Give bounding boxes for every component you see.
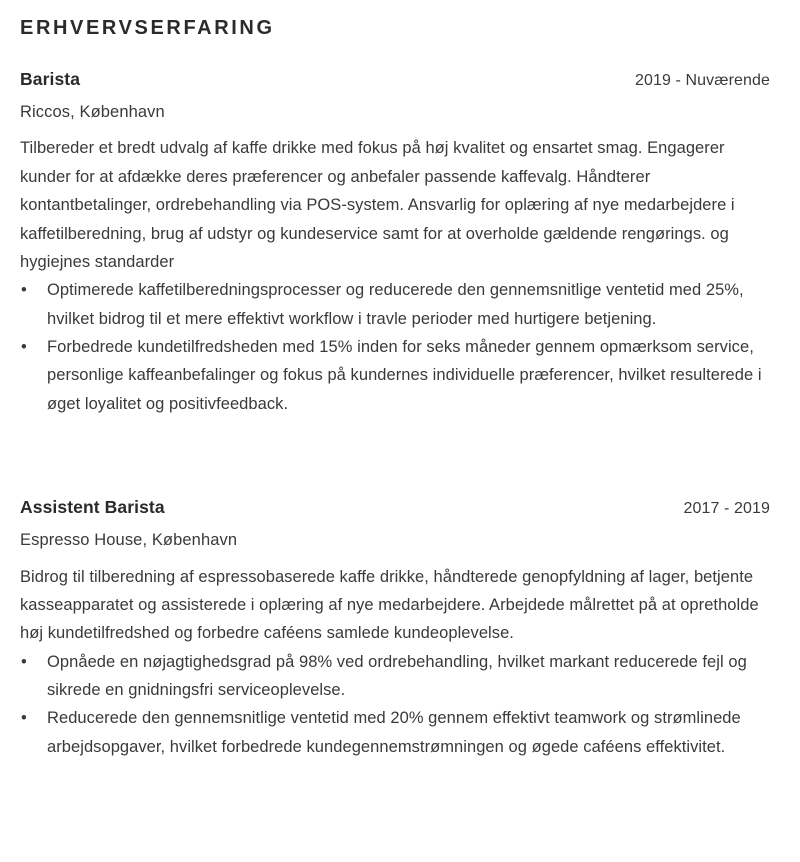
experience-entry <box>20 494 770 761</box>
section-title: ERHVERVSERFARING <box>20 17 275 39</box>
experience-entry <box>20 66 770 418</box>
bullet-icon: • <box>21 709 27 728</box>
bullet-icon: • <box>21 281 27 300</box>
job-date-range: 2019 - Nuværende <box>634 72 770 89</box>
achievement-text: Reducerede den gennemsnitlige ventetid med 20% gennem effektivt teamwork og strømlinede arbejdsopgaver, hvilket forbedrede kundegennemstrømningen og øgede caféens effektivitet. <box>47 709 741 756</box>
job-title: Assistent Barista <box>20 497 165 518</box>
list-item <box>20 704 770 761</box>
bullet-icon: • <box>21 652 27 671</box>
job-description: Tilbereder et bredt udvalg af kaffe drikke med fokus på høj kvalitet og ensartet smag. Engagerer kunder for at afdække deres præferencer og anbefaler passende kaffevalg. Håndterer kontantbetalinger, ordrebehandling via POS-system. Ansvarlig for oplæring af nye medarbejdere i kaffetilberedning, brug af udstyr og kundeservice samt for at overholde gældende rengørings. og hygiejnes standarder <box>20 139 735 271</box>
achievement-text: Optimerede kaffetilberedningsprocesser og reducerede den gennemsnitlige ventetid med 25%, hvilket bidrog til et mere effektivt workflow i travle perioder med hurtigere betjening. <box>47 281 744 328</box>
bullet-icon: • <box>21 338 27 357</box>
list-item <box>20 276 770 333</box>
job-achievement-list <box>20 648 770 762</box>
job-description: Bidrog til tilberedning af espressobaserede kaffe drikke, håndterede genopfyldning af lager, betjente kasseapparatet og assisterede i oplæring af nye medarbejdere. Arbejdede målrettet på at opretholde høj kundetilfredshed og forbedre caféens samlede kundeoplevelse. <box>20 567 759 643</box>
achievement-text: Opnåede en nøjagtighedsgrad på 98% ved ordrebehandling, hvilket markant reducerede fejl og sikrede en gnidningsfri serviceoplevelse. <box>47 652 747 700</box>
job-organization: Riccos, København <box>20 103 165 121</box>
entry-header <box>20 494 770 521</box>
job-organization: Espresso House, København <box>20 531 238 550</box>
list-item <box>20 648 770 705</box>
job-title: Barista <box>20 69 81 89</box>
list-item <box>20 333 770 418</box>
entry-header <box>20 66 770 93</box>
job-date-range: 2017 - 2019 <box>683 500 770 518</box>
job-achievement-list <box>20 276 770 418</box>
achievement-text: Forbedrede kundetilfredsheden med 15% inden for seks måneder gennem opmærksom service, personlige kaffeanbefalinger og fokus på kundernes individuelle præferencer, hvilket resulterede i øget loyalitet og positivfeedback. <box>47 338 762 413</box>
